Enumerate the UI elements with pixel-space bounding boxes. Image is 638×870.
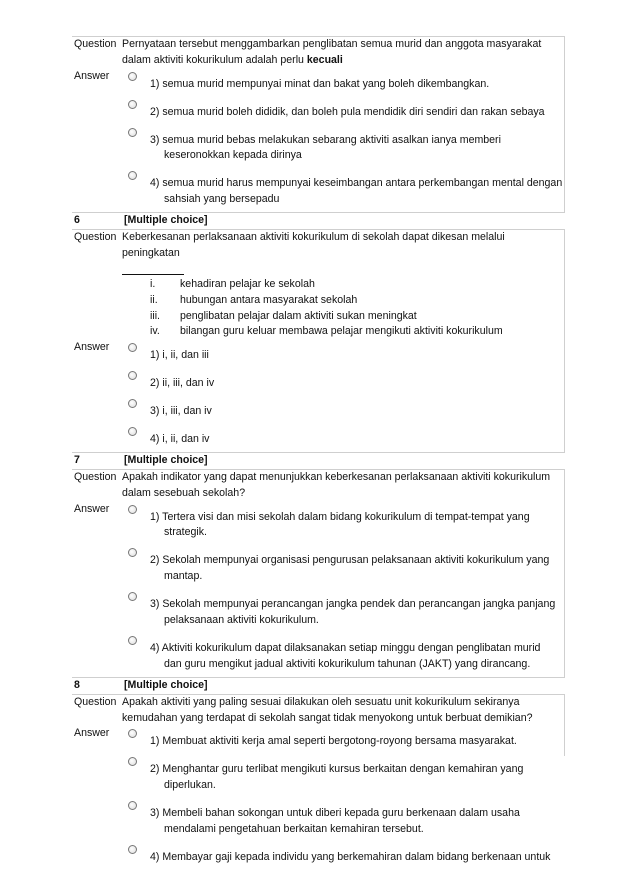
question-label: Question (74, 38, 117, 50)
options-7 (122, 502, 565, 677)
radio-button[interactable] (122, 424, 146, 442)
option-8-3[interactable] (122, 798, 565, 838)
option-text-cont: mendalami pengetahuan berkaitan kemahiran tersebut. (164, 822, 424, 835)
option-8-4[interactable] (122, 842, 565, 866)
list-item: iv. bilangan guru keluar membawa pelajar mengikuti aktiviti kokurikulum (150, 325, 503, 338)
answer-label: Answer (74, 69, 110, 82)
radio-button[interactable] (122, 97, 146, 115)
option-8-1[interactable] (122, 726, 565, 750)
question-label: Question (74, 695, 117, 708)
radio-button[interactable] (122, 396, 146, 414)
question-label: Question (74, 470, 117, 483)
radio-button[interactable] (122, 545, 146, 563)
option-5-3[interactable] (122, 125, 565, 165)
option-5-4[interactable] (122, 168, 565, 208)
question-type: [Multiple choice] (124, 453, 208, 466)
question-bold-word: kecuali (306, 53, 343, 66)
radio-button[interactable] (122, 69, 146, 87)
roman-list (122, 277, 563, 341)
option-text: 1) semua murid mempunyai minat dan bakat yang boleh dikembangkan. (150, 77, 490, 90)
option-7-2[interactable] (122, 545, 565, 585)
list-item: ii. hubungan antara masyarakat sekolah (150, 293, 358, 306)
option-7-3[interactable] (122, 589, 565, 629)
question-row-5 (72, 36, 565, 69)
question-row-7 (72, 469, 565, 502)
question-header-8 (72, 677, 565, 694)
radio-button[interactable] (122, 633, 146, 651)
option-text-cont: sahsiah yang bersepadu (164, 193, 280, 206)
question-number: 8 (74, 678, 80, 691)
question-type: [Multiple choice] (124, 214, 208, 227)
question-label: Question (74, 231, 117, 244)
option-text-cont: strategik. (164, 526, 207, 539)
option-text: 4) Aktiviti kokurikulum dapat dilaksanakan setiap minggu dengan penglibatan murid (150, 641, 541, 654)
option-6-2[interactable] (122, 368, 565, 392)
option-text-cont: keseronokkan kepada dirinya (164, 149, 302, 162)
list-item: iii. penglibatan pelajar dalam aktiviti sukan meningkat (150, 309, 417, 322)
option-6-3[interactable] (122, 396, 565, 420)
option-text: 2) Menghantar guru terlibat mengikuti kursus berkaitan dengan kemahiran yang (150, 763, 524, 776)
option-text: 2) semua murid boleh dididik, dan boleh pula mendidik diri sendiri dan rakan sebaya (150, 105, 545, 118)
question-text-6: Keberkesanan perlaksanaan aktiviti kokurikulum di sekolah dapat dikesan melalui peningkatan i. kehadiran pelajar ke sekolah ii. hubungan antara masyarakat sekolah iii. penglibatan pelajar dalam aktiviti sukan meningkat iv. bilangan guru keluar membawa pelajar mengikuti aktiviti kokurikulum (122, 230, 565, 340)
option-7-1[interactable] (122, 502, 565, 542)
list-item: i. kehadiran pelajar ke sekolah (150, 277, 315, 290)
option-text: 1) Tertera visi dan misi sekolah dalam bidang kokurikulum di tempat-tempat yang (150, 510, 530, 523)
option-text-cont: pelaksanaan aktiviti kokurikulum. (164, 614, 319, 627)
question-text-5: Pernyataan tersebut menggambarkan penglibatan semua murid dan anggota masyarakat dalam aktiviti kokurikulum adalah perlu kecuali (122, 38, 542, 66)
option-8-2[interactable] (122, 754, 565, 794)
radio-button[interactable] (122, 589, 146, 607)
option-text: 3) semua murid bebas melakukan sebarang aktiviti asalkan ianya memberi (150, 133, 501, 146)
option-text: 1) i, ii, dan iii (150, 349, 209, 362)
question-number: 6 (74, 214, 80, 227)
option-text: 4) i, ii, dan iv (150, 433, 210, 446)
option-6-1[interactable] (122, 340, 565, 364)
options-6 (122, 340, 565, 452)
question-row-6 (72, 229, 565, 340)
option-text: 2) Sekolah mempunyai organisasi pengurusan pelaksanaan aktiviti kokurikulum yang (150, 554, 550, 567)
option-6-4[interactable] (122, 424, 565, 448)
question-row-8 (72, 694, 565, 727)
radio-button[interactable] (122, 368, 146, 386)
option-5-1[interactable] (122, 69, 565, 93)
answer-row-8 (72, 726, 565, 869)
option-text: 2) ii, iii, dan iv (150, 377, 215, 390)
options-8 (122, 726, 565, 869)
option-text-cont: mantap. (164, 570, 203, 583)
option-text: 1) Membuat aktiviti kerja amal seperti bergotong-royong bersama masyarakat. (150, 735, 517, 748)
option-text: 3) Membeli bahan sokongan untuk diberi kepada guru berkenaan dalam usaha (150, 807, 520, 820)
option-text: 3) i, iii, dan iv (150, 405, 212, 418)
quiz-page (72, 36, 565, 870)
radio-button[interactable] (122, 754, 146, 772)
question-text-8: Apakah aktiviti yang paling sesuai dilakukan oleh sesuatu unit kokurikulum sekiranya kemudahan yang terdapat di sekolah sangat tidak menyokong untuk berbuat demikian? (122, 695, 533, 724)
question-type: [Multiple choice] (124, 678, 208, 691)
answer-blank-line (122, 262, 184, 275)
option-text: 3) Sekolah mempunyai perancangan jangka pendek dan perancangan jangka panjang (150, 598, 556, 611)
radio-button[interactable] (122, 340, 146, 358)
answer-label: Answer (74, 727, 110, 740)
answer-label: Answer (74, 341, 110, 354)
radio-button[interactable] (122, 798, 146, 816)
option-text-cont: dan guru mengikut jadual aktiviti kokurikulum tahunan (JAKT) yang dirancang. (164, 657, 531, 670)
answer-row-7 (72, 502, 565, 677)
option-text: 4) semua murid harus mempunyai keseimbangan antara perkembangan mental dengan (150, 177, 563, 190)
answer-row-5 (72, 69, 565, 212)
options-5 (122, 69, 565, 212)
option-7-4[interactable] (122, 633, 565, 673)
option-text-cont: diperlukan. (164, 779, 216, 792)
question-header-7 (72, 452, 565, 469)
radio-button[interactable] (122, 502, 146, 520)
radio-button[interactable] (122, 168, 146, 186)
option-5-2[interactable] (122, 97, 565, 121)
answer-label: Answer (74, 502, 110, 515)
question-header-6 (72, 212, 565, 229)
radio-button[interactable] (122, 726, 146, 744)
answer-row-6 (72, 340, 565, 452)
radio-button[interactable] (122, 842, 146, 860)
option-text: 4) Membayar gaji kepada individu yang berkemahiran dalam bidang berkenaan untuk (150, 850, 551, 863)
question-text-7: Apakah indikator yang dapat menunjukkan keberkesanan perlaksanaan aktiviti kokurikulum dalam sesebuah sekolah? (122, 470, 551, 499)
radio-button[interactable] (122, 125, 146, 143)
question-number: 7 (74, 453, 80, 466)
